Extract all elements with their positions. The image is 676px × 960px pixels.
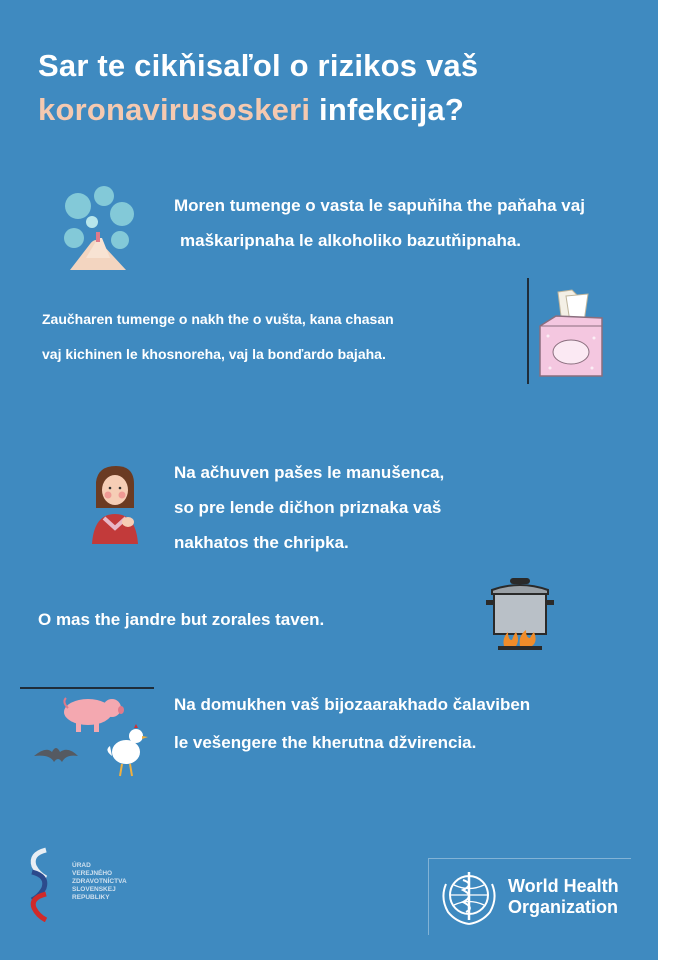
tip-4-line-1: O mas the jandre but zorales taven. [38,610,325,629]
tip-2-text [42,302,394,372]
tissue-box-icon [536,288,606,382]
tip-3-line-2: so pre lende dičhon priznaka vaš [174,498,442,517]
tip-2-line-2: vaj kichinen le khosnoreha, vaj la bonďardo bajaha. [42,346,386,362]
tip-1-text [174,188,585,258]
title-line-2 [38,88,478,132]
tip-4-text [38,606,324,634]
tip-5-text [174,686,530,762]
tip-3-text [174,455,444,560]
uvz-line-5: REPUBLIKY [72,894,110,901]
uvz-logo-text [72,862,127,902]
sick-person-icon [86,462,144,544]
tip-5-line-1: Na domukhen vaš bijozaarakhado čalaviben [174,695,531,714]
tip-5-line-2: le vešengere the kherutna džvirencia. [174,733,477,752]
who-line-1: World Health [508,876,619,896]
who-line-2: Organization [508,897,619,917]
tip-5-divider [20,687,154,689]
animals-icon [32,690,158,780]
uvz-line-4: SLOVENSKEJ [72,886,116,893]
title-line-2-rest: infekcija? [310,92,464,127]
uvz-line-3: ZDRAVOTNÍCTVA [72,878,127,885]
tip-1-line-2: maškaripnaha le alkoholiko bazutňipnaha. [180,231,522,250]
hand-wash-icon [56,178,140,274]
tip-2-line-1: Zaučharen tumenge o nakh the o vušta, kana chasan [42,311,394,327]
uvz-line-1: ÚRAD [72,862,91,869]
page-edge [658,0,676,960]
tip-1-line-1: Moren tumenge o vasta le sapuňiha the paňaha vaj [174,196,585,215]
title-accent-word: koronavirusoskeri [38,92,311,127]
who-logo-text [508,876,619,918]
page-title [38,44,478,132]
cooking-pot-icon [484,576,556,652]
tip-3-line-1: Na ačhuven pašes le manušenca, [174,463,445,482]
uvz-line-2: VEREJNÉHO [72,870,113,877]
uvz-logo-icon [24,846,54,922]
title-line-1: Sar te cikňisaľol o rizikos vaš [38,48,479,83]
tip-3-line-3: nakhatos the chripka. [174,533,349,552]
tip-2-divider [527,278,529,384]
who-emblem-icon [436,868,502,926]
